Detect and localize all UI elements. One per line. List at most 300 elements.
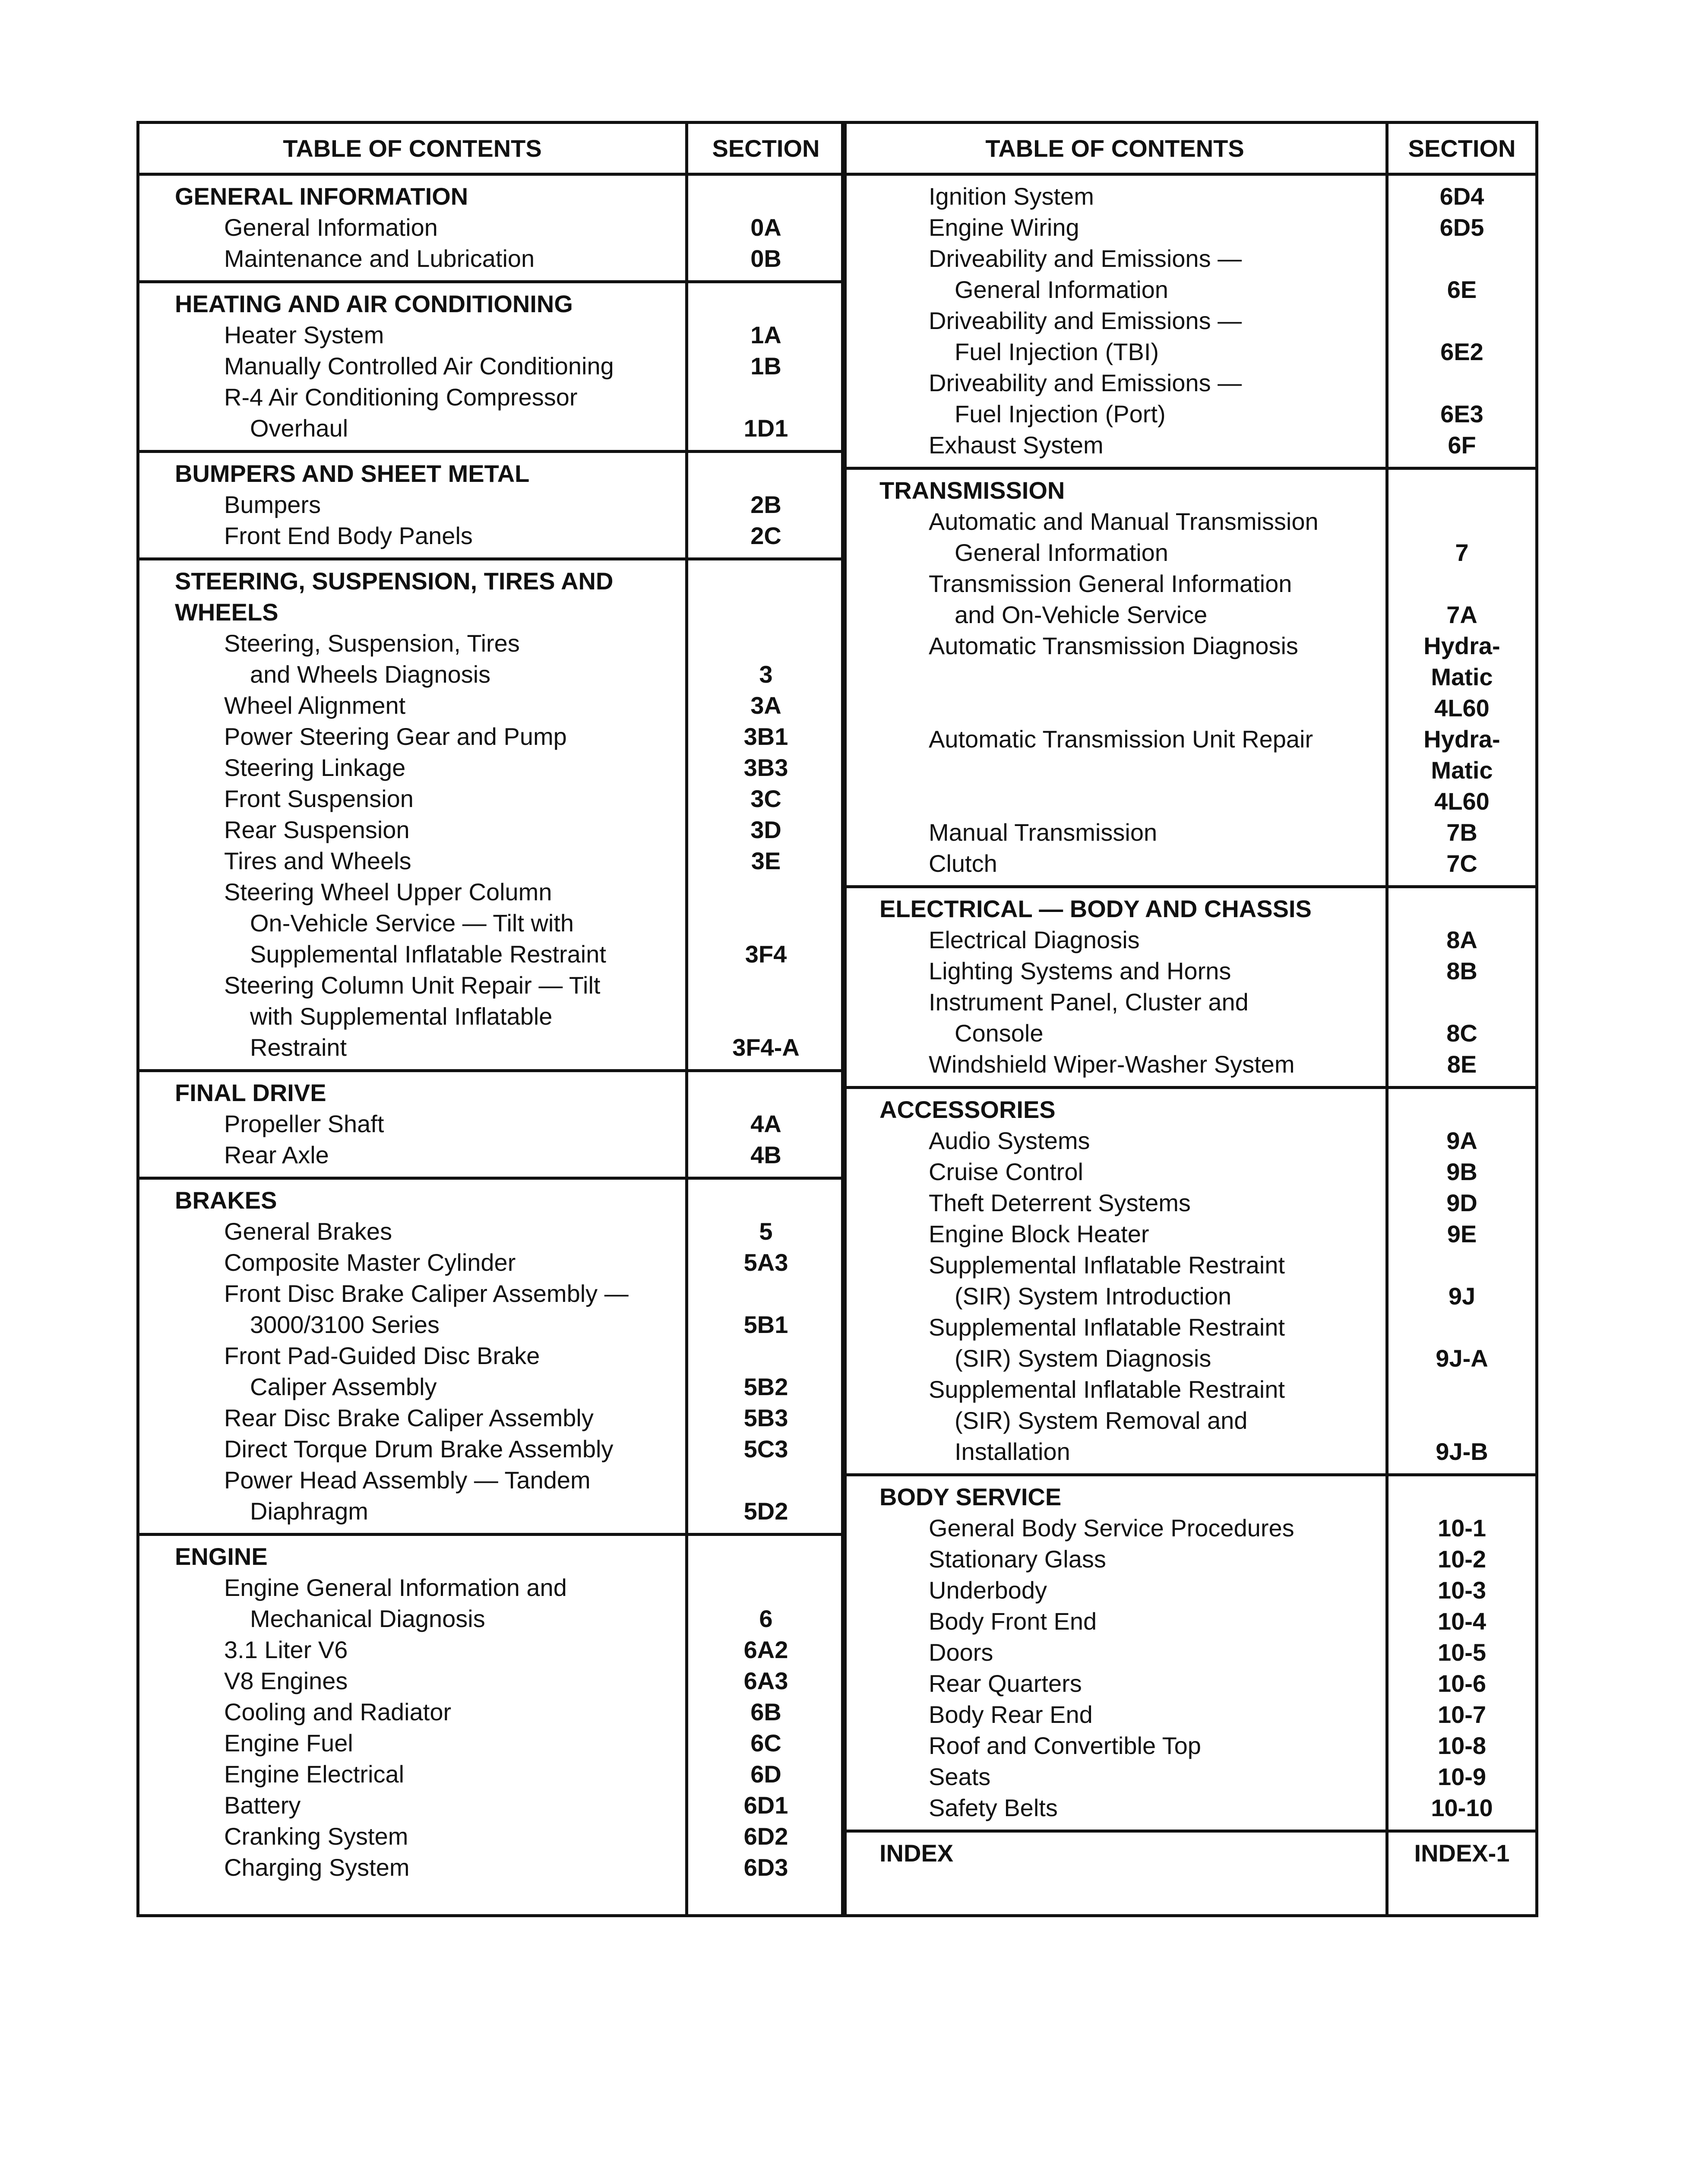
entry-label <box>139 1108 688 1140</box>
section-number: 3F4 <box>745 940 787 968</box>
toc-group <box>139 176 844 283</box>
toc-group <box>844 1833 1535 1875</box>
entry-label-text: Front Pad-Guided Disc Brake <box>224 1342 540 1369</box>
toc-column-header: TABLE OF CONTENTS <box>139 124 688 173</box>
toc-entry <box>844 243 1535 274</box>
section-number: 6E2 <box>1440 338 1483 365</box>
section-number: Hydra- <box>1423 632 1500 659</box>
entry-label-text: Seats <box>929 1763 991 1790</box>
section-number: 10-6 <box>1437 1670 1487 1697</box>
entry-label <box>844 1018 1389 1049</box>
toc-entry <box>844 1343 1535 1374</box>
section-number: 3E <box>751 847 781 874</box>
toc-entry <box>844 1730 1535 1761</box>
toc-group <box>844 176 1535 470</box>
toc-entry <box>844 537 1535 568</box>
entry-label-text: Front End Body Panels <box>224 522 473 549</box>
entry-label <box>844 1699 1389 1730</box>
entry-label <box>844 1606 1389 1637</box>
section-number: 8C <box>1446 1019 1477 1047</box>
section-column-header: SECTION <box>1408 135 1516 162</box>
entry-label <box>139 1465 688 1496</box>
entry-label <box>139 489 688 520</box>
section-number: 7B <box>1446 819 1477 846</box>
toc-entry <box>844 1187 1535 1219</box>
section-number: 6D1 <box>743 1792 788 1819</box>
toc-entry <box>844 1312 1535 1343</box>
entry-label <box>844 1544 1389 1575</box>
toc-entry <box>139 877 844 908</box>
entry-label-continued: Caliper Assembly <box>250 1373 437 1400</box>
toc-entry <box>139 413 844 444</box>
toc-group <box>139 560 844 1072</box>
toc-group <box>139 283 844 453</box>
entry-label-continued: Fuel Injection (TBI) <box>955 338 1159 365</box>
entry-label-text: Charging System <box>224 1854 410 1881</box>
toc-entry <box>139 1402 844 1434</box>
section-number: 10-3 <box>1437 1577 1487 1604</box>
toc-entry <box>844 212 1535 243</box>
section-number: 4L60 <box>1434 694 1490 722</box>
entry-label-text: Stationary Glass <box>929 1545 1106 1573</box>
entry-label-text: Ignition System <box>929 183 1094 210</box>
section-number: 4L60 <box>1434 788 1490 815</box>
entry-label <box>844 1374 1389 1405</box>
entry-label-continued: (SIR) System Introduction <box>955 1282 1232 1310</box>
toc-group <box>139 1072 844 1180</box>
section-number: 6D5 <box>1439 214 1484 241</box>
group-title <box>139 1185 844 1216</box>
toc-group <box>844 888 1535 1089</box>
entry-label-text: Exhaust System <box>929 431 1104 459</box>
group-title-text: BRAKES <box>175 1187 277 1214</box>
section-number: 9J <box>1448 1282 1476 1310</box>
entry-label <box>139 1371 688 1402</box>
entry-label <box>844 1637 1389 1668</box>
section-number: 2C <box>750 522 781 549</box>
section-number: 0A <box>750 214 781 241</box>
entry-label-text: Bumpers <box>224 491 321 518</box>
toc-entry <box>139 1603 844 1634</box>
section-number: 10-9 <box>1437 1763 1487 1790</box>
toc-entry <box>844 1792 1535 1823</box>
entry-label-continued: Diaphragm <box>250 1497 368 1525</box>
entry-label-text: Composite Master Cylinder <box>224 1249 516 1276</box>
entry-label-text: Body Front End <box>929 1608 1097 1635</box>
entry-label-text: Driveability and Emissions — <box>929 307 1242 334</box>
entry-label-text: Safety Belts <box>929 1794 1058 1821</box>
entry-label <box>139 1001 688 1032</box>
group-title <box>139 1541 844 1572</box>
entry-label-continued: On-Vehicle Service — Tilt with <box>250 909 574 937</box>
section-number: 10-8 <box>1437 1732 1487 1759</box>
entry-label-continued: General Information <box>955 276 1168 303</box>
toc-entry <box>139 1371 844 1402</box>
toc-entry <box>139 1728 844 1759</box>
entry-label-text: Lighting Systems and Horns <box>929 957 1231 985</box>
entry-label <box>139 320 688 351</box>
entry-label <box>844 1219 1389 1250</box>
entry-label <box>844 1312 1389 1343</box>
section-number: 10-1 <box>1437 1514 1487 1542</box>
toc-group <box>844 1089 1535 1476</box>
toc-entry <box>139 1140 844 1171</box>
entry-label-text: Instrument Panel, Cluster and <box>929 988 1249 1016</box>
section-number: 10-2 <box>1437 1545 1487 1573</box>
section-number: 5D2 <box>743 1497 788 1525</box>
toc-entry <box>844 1436 1535 1467</box>
entry-label-continued: Overhaul <box>250 415 348 442</box>
entry-label-text: Manual Transmission <box>929 819 1158 846</box>
section-number: 6D <box>750 1760 781 1788</box>
toc-group <box>844 470 1535 888</box>
entry-label-text: Wheel Alignment <box>224 692 406 719</box>
entry-label <box>139 1603 688 1634</box>
toc-entry <box>844 817 1535 848</box>
entry-label-text: Cranking System <box>224 1823 408 1850</box>
entry-label <box>844 724 1389 755</box>
toc-entry <box>844 755 1535 786</box>
group-title <box>844 1482 1535 1513</box>
group-title-text: ENGINE <box>175 1543 268 1570</box>
entry-label <box>844 1250 1389 1281</box>
section-number: 6B <box>750 1698 781 1725</box>
entry-label <box>139 970 688 1001</box>
toc-entry <box>139 628 844 659</box>
group-title-text: BODY SERVICE <box>879 1483 1062 1510</box>
entry-label <box>139 1852 688 1883</box>
entry-label-text: Doors <box>929 1639 993 1666</box>
entry-label <box>844 181 1389 212</box>
section-number: 5B1 <box>743 1311 788 1338</box>
group-title <box>844 893 1535 924</box>
entry-label <box>139 877 688 908</box>
group-title <box>139 566 844 597</box>
toc-entry <box>139 1434 844 1465</box>
toc-entry <box>844 274 1535 305</box>
entry-label-text: Steering Wheel Upper Column <box>224 878 552 905</box>
section-number: 3A <box>750 692 781 719</box>
entry-label <box>139 351 688 382</box>
entry-label <box>844 537 1389 568</box>
toc-entry <box>844 1049 1535 1080</box>
entry-label-text: Steering, Suspension, Tires <box>224 630 520 657</box>
group-title <box>139 458 844 489</box>
section-number: 9B <box>1446 1158 1477 1185</box>
entry-label-text: Engine Fuel <box>224 1729 353 1757</box>
entry-label <box>844 243 1389 274</box>
entry-label-text: Heater System <box>224 321 384 348</box>
entry-label <box>844 599 1389 630</box>
toc-entry <box>139 721 844 752</box>
section-number: 3B1 <box>743 723 788 750</box>
entry-label <box>139 243 688 274</box>
entry-label <box>844 630 1389 662</box>
section-number: Matic <box>1431 663 1493 690</box>
toc-group <box>139 1180 844 1536</box>
toc-entry <box>139 520 844 551</box>
entry-label-continued: (SIR) System Diagnosis <box>955 1345 1211 1372</box>
toc-entry <box>844 848 1535 879</box>
toc-entry <box>844 1637 1535 1668</box>
entry-label-text: General Brakes <box>224 1218 392 1245</box>
entry-label <box>139 908 688 939</box>
toc-entry <box>139 320 844 351</box>
entry-label <box>844 399 1389 430</box>
entry-label <box>844 956 1389 987</box>
entry-label <box>139 1032 688 1063</box>
entry-label <box>139 413 688 444</box>
entry-label-text: Automatic Transmission Diagnosis <box>929 632 1298 659</box>
entry-label-continued: General Information <box>955 539 1168 566</box>
toc-entry <box>844 1761 1535 1792</box>
entry-label-continued: and Wheels Diagnosis <box>250 661 491 688</box>
toc-entry <box>139 1665 844 1697</box>
toc-table-left <box>136 121 847 1917</box>
entry-label-continued: 3000/3100 Series <box>250 1311 440 1338</box>
group-title-text: HEATING AND AIR CONDITIONING <box>175 290 573 317</box>
toc-entry <box>139 1340 844 1371</box>
entry-label-text: V8 Engines <box>224 1667 348 1694</box>
toc-entry <box>844 599 1535 630</box>
entry-label-text: Engine Electrical <box>224 1760 405 1788</box>
entry-label <box>139 1340 688 1371</box>
section-number: 8B <box>1446 957 1477 985</box>
entry-label-continued: with Supplemental Inflatable <box>250 1003 553 1030</box>
entry-label <box>139 1278 688 1309</box>
entry-label <box>844 336 1389 367</box>
entry-label <box>844 305 1389 336</box>
section-number: 0B <box>750 245 781 272</box>
section-column-header: SECTION <box>712 135 820 162</box>
entry-label <box>844 924 1389 956</box>
entry-label <box>844 848 1389 879</box>
section-number: 6E <box>1447 276 1477 303</box>
entry-label <box>844 1792 1389 1823</box>
entry-label-text: Manually Controlled Air Conditioning <box>224 352 614 380</box>
toc-entry <box>139 1278 844 1309</box>
section-number: 6A3 <box>743 1667 788 1694</box>
section-number: Matic <box>1431 757 1493 784</box>
entry-label-text: Body Rear End <box>929 1701 1093 1728</box>
entry-label-text: Underbody <box>929 1577 1047 1604</box>
toc-entry <box>139 1465 844 1496</box>
section-number: 3D <box>750 816 781 843</box>
section-number: 1A <box>750 321 781 348</box>
group-title-continued <box>139 597 844 628</box>
toc-entry <box>844 1405 1535 1436</box>
toc-entry <box>844 1250 1535 1281</box>
toc-entry <box>844 1125 1535 1156</box>
section-number: 6 <box>759 1605 773 1632</box>
entry-label-text: Maintenance and Lubrication <box>224 245 535 272</box>
toc-entry <box>844 662 1535 693</box>
toc-entry <box>139 212 844 243</box>
toc-entry <box>844 367 1535 399</box>
entry-label-text: Engine Block Heater <box>929 1220 1149 1247</box>
entry-label <box>844 506 1389 537</box>
entry-label <box>844 817 1389 848</box>
section-number: 9J-A <box>1436 1345 1488 1372</box>
entry-label-text: Driveability and Emissions — <box>929 369 1242 396</box>
toc-entry <box>844 1219 1535 1250</box>
toc-entry <box>139 970 844 1001</box>
entry-label-text: Clutch <box>929 850 997 877</box>
entry-label-text: Engine General Information and <box>224 1574 567 1601</box>
entry-label <box>139 1434 688 1465</box>
entry-label-text: Supplemental Inflatable Restraint <box>929 1251 1285 1279</box>
section-number: 7C <box>1446 850 1477 877</box>
group-title-text: GENERAL INFORMATION <box>175 183 468 210</box>
entry-label-text: Tires and Wheels <box>224 847 411 874</box>
toc-entry <box>844 1156 1535 1187</box>
entry-label <box>139 1790 688 1821</box>
toc-entry <box>844 181 1535 212</box>
group-title-text: STEERING, SUSPENSION, TIRES AND <box>175 567 614 595</box>
entry-label <box>139 1821 688 1852</box>
entry-label <box>844 1761 1389 1792</box>
entry-label-continued: Supplemental Inflatable Restraint <box>250 940 606 968</box>
section-number: 9E <box>1447 1220 1477 1247</box>
section-number: 6C <box>750 1729 781 1757</box>
entry-label-text: Power Head Assembly — Tandem <box>224 1466 591 1494</box>
entry-label-text: Electrical Diagnosis <box>929 926 1140 953</box>
section-number: 8E <box>1447 1051 1477 1078</box>
table-header <box>139 124 844 176</box>
toc-entry <box>139 752 844 783</box>
entry-label-text: Roof and Convertible Top <box>929 1732 1201 1759</box>
entry-label <box>139 1759 688 1790</box>
toc-table-right <box>841 121 1538 1917</box>
entry-label <box>139 1496 688 1527</box>
entry-label-text: Rear Axle <box>224 1141 329 1168</box>
toc-entry <box>844 430 1535 461</box>
entry-label <box>139 783 688 814</box>
entry-label <box>844 1281 1389 1312</box>
section-number: 10-5 <box>1437 1639 1487 1666</box>
entry-label <box>139 1728 688 1759</box>
section-number: 3 <box>759 661 773 688</box>
group-title-text: BUMPERS AND SHEET METAL <box>175 460 530 487</box>
toc-entry <box>139 382 844 413</box>
entry-label <box>844 1730 1389 1761</box>
entry-label-continued: and On-Vehicle Service <box>955 601 1208 628</box>
entry-label <box>139 1697 688 1728</box>
toc-entry <box>844 568 1535 599</box>
toc-entry <box>139 1108 844 1140</box>
entry-label <box>139 690 688 721</box>
section-number: 4A <box>750 1110 781 1137</box>
entry-label <box>139 659 688 690</box>
section-number: 5B3 <box>743 1404 788 1431</box>
section-number: 10-4 <box>1437 1608 1487 1635</box>
entry-label <box>844 212 1389 243</box>
entry-label-text: Steering Column Unit Repair — Tilt <box>224 972 601 999</box>
section-number: 9A <box>1446 1127 1477 1154</box>
toc-entry <box>139 1247 844 1278</box>
toc-entry <box>844 786 1535 817</box>
entry-label-text: Cooling and Radiator <box>224 1698 452 1725</box>
toc-entry <box>844 1513 1535 1544</box>
toc-entry <box>844 956 1535 987</box>
entry-label-continued: Restraint <box>250 1034 347 1061</box>
toc-entry <box>139 1790 844 1821</box>
group-title <box>139 1077 844 1108</box>
entry-label <box>139 1216 688 1247</box>
section-number: 9J-B <box>1436 1438 1488 1465</box>
toc-entry <box>844 1374 1535 1405</box>
toc-entry <box>844 1544 1535 1575</box>
section-number: 1B <box>750 352 781 380</box>
group-title <box>844 1838 1535 1869</box>
toc-group <box>844 1476 1535 1833</box>
group-title-text: ELECTRICAL — BODY AND CHASSIS <box>879 895 1312 922</box>
group-title <box>139 181 844 212</box>
toc-entry <box>844 724 1535 755</box>
entry-label <box>844 1125 1389 1156</box>
group-title <box>844 1094 1535 1125</box>
toc-entry <box>139 1309 844 1340</box>
entry-label-text: General Body Service Procedures <box>929 1514 1294 1542</box>
entry-label <box>139 382 688 413</box>
entry-label <box>139 1572 688 1603</box>
entry-label-text: Rear Suspension <box>224 816 410 843</box>
entry-label-text: Windshield Wiper-Washer System <box>929 1051 1295 1078</box>
entry-label-text: 3.1 Liter V6 <box>224 1636 348 1663</box>
group-title <box>139 288 844 320</box>
group-title-text: FINAL DRIVE <box>175 1079 326 1106</box>
section-number: 7 <box>1455 539 1469 566</box>
toc-entry <box>844 1281 1535 1312</box>
entry-label <box>844 1156 1389 1187</box>
group-title <box>844 475 1535 506</box>
toc-entry <box>844 693 1535 724</box>
entry-label <box>844 1405 1389 1436</box>
section-number: 10-7 <box>1437 1701 1487 1728</box>
group-title-text: WHEELS <box>175 598 278 626</box>
toc-entry <box>139 1572 844 1603</box>
toc-entry <box>844 924 1535 956</box>
entry-label-text: Propeller Shaft <box>224 1110 384 1137</box>
entry-label-text: Automatic Transmission Unit Repair <box>929 725 1313 753</box>
toc-entry <box>844 987 1535 1018</box>
toc-column-header: TABLE OF CONTENTS <box>844 124 1389 173</box>
entry-label-text: Engine Wiring <box>929 214 1079 241</box>
section-number: 8A <box>1446 926 1477 953</box>
toc-entry <box>139 1852 844 1883</box>
entry-label-text: Steering Linkage <box>224 754 406 781</box>
entry-label-continued: Fuel Injection (Port) <box>955 400 1166 427</box>
toc-entry <box>844 506 1535 537</box>
section-number: 5 <box>759 1218 773 1245</box>
toc-entry <box>844 1668 1535 1699</box>
entry-label-continued: (SIR) System Removal and <box>955 1407 1248 1434</box>
entry-label <box>139 628 688 659</box>
entry-label-text: Theft Deterrent Systems <box>929 1189 1191 1216</box>
toc-entry <box>139 489 844 520</box>
group-title-text: INDEX <box>879 1839 954 1867</box>
entry-label-text: Rear Quarters <box>929 1670 1082 1697</box>
entry-label <box>139 939 688 970</box>
toc-entry <box>139 351 844 382</box>
section-number: 5C3 <box>743 1435 788 1463</box>
section-number: 6D2 <box>743 1823 788 1850</box>
entry-label <box>139 845 688 877</box>
entry-label-text: Supplemental Inflatable Restraint <box>929 1376 1285 1403</box>
toc-entry <box>139 783 844 814</box>
entry-label-text: General Information <box>224 214 438 241</box>
section-number: 1D1 <box>743 415 788 442</box>
